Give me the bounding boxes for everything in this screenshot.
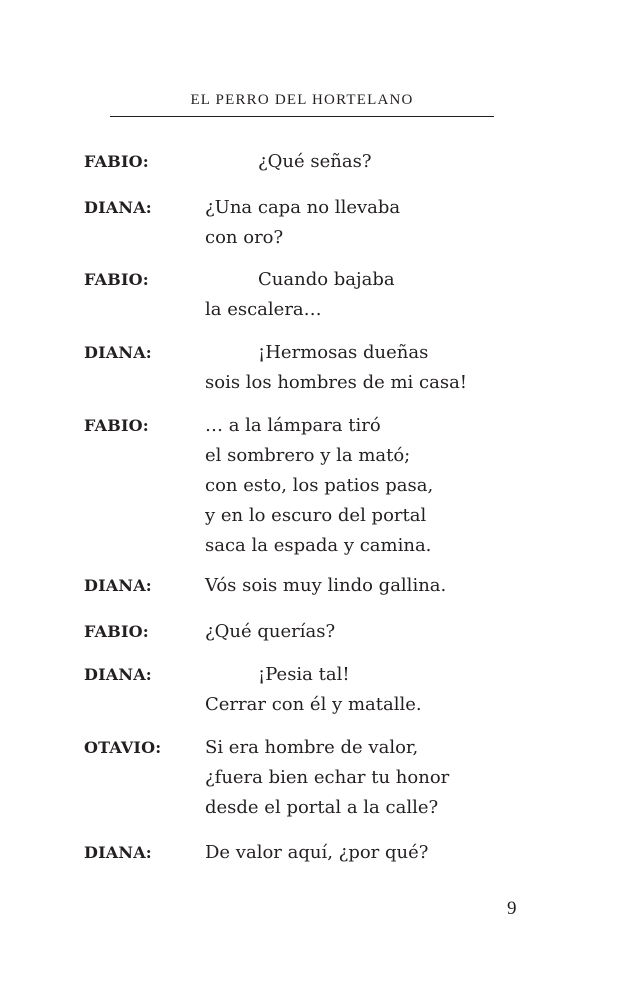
verse-line: ¿Qué querías? (205, 621, 336, 642)
verse-line: saca la espada y camina. (205, 535, 432, 556)
speaker-name: DIANA: (84, 665, 152, 684)
speaker-name: OTAVIO: (84, 738, 162, 757)
speaker-name: DIANA: (84, 343, 152, 362)
verse-lines (205, 265, 395, 325)
verse-line: y en lo escuro del portal (205, 505, 427, 526)
speaker-name: FABIO: (84, 416, 149, 435)
verse-lines (205, 838, 428, 868)
verse-line: desde el portal a la calle? (205, 797, 439, 818)
verse-lines (205, 338, 467, 398)
verse-line: ¡Hermosas dueñas (258, 342, 429, 363)
verse-line: ¿Una capa no llevaba (205, 197, 401, 218)
verse-line: la escalera… (205, 299, 322, 320)
verse-line: Cerrar con él y matalle. (205, 694, 422, 715)
verse-lines (205, 193, 400, 253)
verse-lines (205, 617, 335, 647)
verse-line: el sombrero y la mató; (205, 445, 411, 466)
running-head: EL PERRO DEL HORTELANO (190, 92, 414, 108)
speaker-name: DIANA: (84, 198, 152, 217)
speaker-name: DIANA: (84, 843, 152, 862)
header-rule (110, 116, 494, 117)
verse-lines (205, 571, 446, 601)
speaker-name: FABIO: (84, 622, 149, 641)
verse-lines (205, 411, 433, 561)
verse-line: con oro? (205, 227, 284, 248)
verse-line: Cuando bajaba (258, 269, 395, 290)
verse-line: ¿fuera bien echar tu honor (205, 767, 450, 788)
verse-line: con esto, los patios pasa, (205, 475, 434, 496)
verse-line: … a la lámpara tiró (205, 415, 381, 436)
verse-line: Si era hombre de valor, (205, 737, 419, 758)
verse-lines (205, 660, 422, 720)
speaker-name: FABIO: (84, 152, 149, 171)
verse-line: ¿Qué señas? (258, 151, 372, 172)
page-number: 9 (507, 898, 517, 919)
verse-lines (205, 733, 449, 823)
verse-lines (205, 147, 371, 177)
speaker-name: DIANA: (84, 576, 152, 595)
verse-line: sois los hombres de mi casa! (205, 372, 468, 393)
verse-line: Vós sois muy lindo gallina. (205, 575, 447, 596)
verse-line: ¡Pesia tal! (258, 664, 350, 685)
verse-line: De valor aquí, ¿por qué? (205, 842, 429, 863)
speaker-name: FABIO: (84, 270, 149, 289)
